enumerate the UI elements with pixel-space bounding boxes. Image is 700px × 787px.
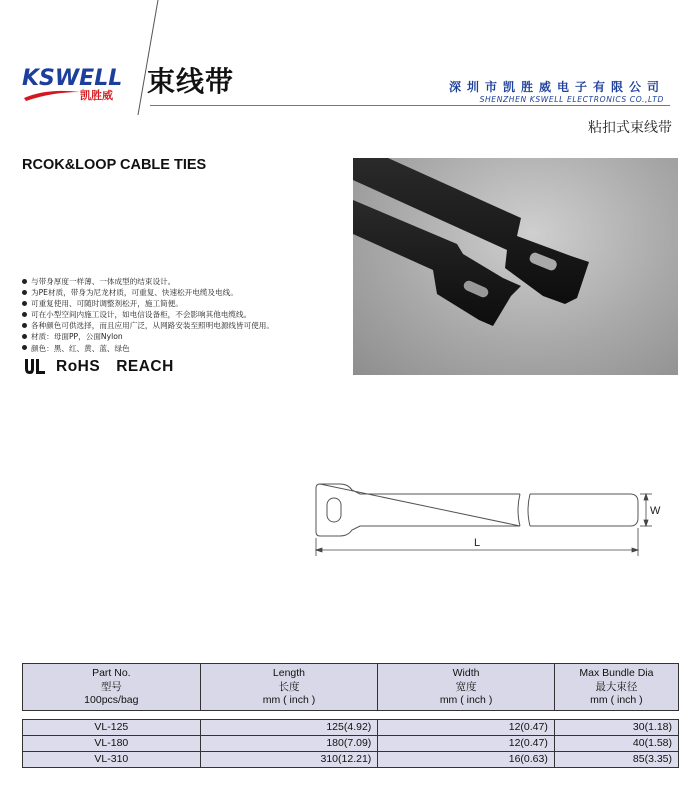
bullet-icon [22,312,27,317]
header-rule [150,105,670,106]
cell-length: 125(4.92) [200,719,378,735]
bullet-icon [22,301,27,306]
logo-swoosh-icon [22,88,82,102]
table-row [23,719,679,735]
feature-item: 可在小型空间内施工设计，如电信设备柜，不会影响其他电缆线。 [22,309,342,320]
cell-part: VL-180 [23,735,201,751]
feature-item: 材质：母面PP，公面Nylon [22,331,342,342]
cell-bundle: 30(1.18) [554,719,678,735]
cable-tie-illustration [353,158,678,375]
column-header-length: Length 长度 mm ( inch ) [200,664,378,711]
bullet-icon [22,345,27,350]
cell-length: 310(12.21) [200,751,378,767]
column-header-bundle: Max Bundle Dia 最大束径 mm ( inch ) [554,664,678,711]
column-header-part: Part No. 型号 100pcs/bag [23,664,201,711]
bullet-icon [22,279,27,284]
width-dimension-label: W [650,505,661,517]
cell-length: 180(7.09) [200,735,378,751]
rohs-badge: RoHS [56,358,101,375]
table-header-row [23,664,679,711]
cell-bundle: 85(3.35) [554,751,678,767]
logo-cn-text: 凯胜威 [80,89,113,102]
bullet-icon [22,290,27,295]
cell-bundle: 40(1.58) [554,735,678,751]
cell-width: 16(0.63) [378,751,555,767]
cell-part: VL-125 [23,719,201,735]
table-row [23,751,679,767]
specification-table [22,663,679,768]
table-spacer [23,710,679,719]
dimension-drawing [300,478,670,568]
feature-item: 可重复使用、可随时调整剂松开，施工简便。 [22,298,342,309]
feature-list [22,276,342,354]
column-header-width: Width 宽度 mm ( inch ) [378,664,555,711]
feature-item: 各种颜色可供选择，而且应用广泛，从网路安装至照明电源线皆可使用。 [22,320,342,331]
cell-part: VL-310 [23,751,201,767]
bullet-icon [22,323,27,328]
company-logo [22,68,122,108]
table-row [23,735,679,751]
feature-item: 为PE材质，带身为尼龙材质，可重复、快速松开电缆及电线。 [22,287,342,298]
bullet-icon [22,334,27,339]
reach-badge: REACH [116,358,174,375]
certifications [22,356,190,378]
ul-recognized-icon [22,357,48,377]
page-title: 束线带 [147,65,235,98]
cell-width: 12(0.47) [378,735,555,751]
cell-width: 12(0.47) [378,719,555,735]
product-category: 粘扣式束线带 [588,120,672,136]
feature-item: 颜色：黑、红、黄、蓝、绿色 [22,343,342,354]
product-title: RCOK&LOOP CABLE TIES [22,157,207,173]
company-name-cn: 深圳市凯胜威电子有限公司 [448,80,665,94]
length-dimension-label: L [473,537,481,549]
logo-text: KSWELL [22,66,123,91]
product-photo [353,158,678,375]
feature-item: 与带身厚度一样薄、一体成型的结束设计。 [22,276,342,287]
company-name-en: SHENZHEN KSWELL ELECTRONICS CO.,LTD [479,95,664,104]
